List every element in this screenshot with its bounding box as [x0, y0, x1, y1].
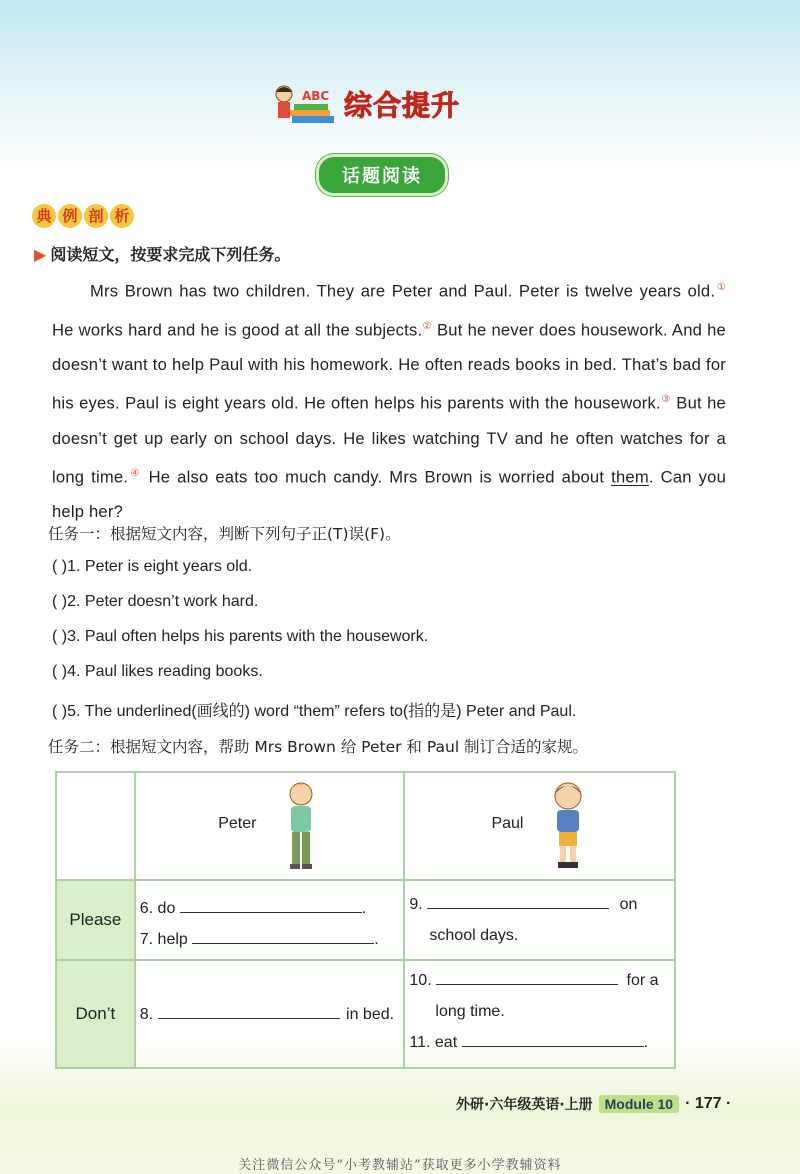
- underlined-word: them: [611, 467, 649, 487]
- q9-label: 9.: [409, 896, 423, 913]
- question-item: ( )4. Paul likes reading books.: [52, 663, 263, 680]
- passage-text: But he never does housework. And he doesn’t want to help Paul with his homework. He often reads books in bed. That’s bad for his eyes. Paul is eight years old. He often helps his parents with the housework.: [52, 320, 726, 413]
- q11-blank[interactable]: [462, 1032, 644, 1047]
- q11-label: 11. eat: [409, 1034, 458, 1051]
- marker-4: ④: [128, 467, 142, 479]
- paul-illustration: [548, 780, 588, 872]
- q9-blank[interactable]: [427, 894, 609, 909]
- please-paul-cell: [404, 880, 675, 960]
- dont-row-label: Don’t: [56, 960, 135, 1068]
- example-badge: [32, 204, 134, 228]
- q8-label: 8.: [139, 1006, 154, 1023]
- house-rules-table: [55, 771, 676, 1069]
- watermark: 关注微信公众号“小考教辅站”获取更多小学教辅资料: [238, 1158, 562, 1173]
- please-row-label: Please: [56, 880, 135, 960]
- q8-blank[interactable]: [158, 1004, 340, 1019]
- question-item: ( )3. Paul often helps his parents with the housework.: [52, 628, 429, 645]
- reading-passage: [52, 270, 726, 529]
- please-peter-cell: 6. do . 7. help .: [135, 880, 405, 960]
- logo-abc: ABC: [302, 89, 330, 103]
- corner-cell: [56, 772, 135, 880]
- passage-text: . Can you help her?: [52, 467, 727, 522]
- kid-with-books-icon: [272, 82, 338, 126]
- q9-tail: on: [619, 896, 638, 913]
- example-char: 例: [58, 204, 82, 228]
- q8-tail: in bed.: [346, 1006, 395, 1023]
- question-item: ( )1. Peter is eight years old.: [52, 558, 253, 575]
- page-footer: [456, 1094, 731, 1114]
- q9-line2: school days.: [429, 927, 519, 944]
- dont-peter-cell: [135, 960, 405, 1068]
- q7-blank[interactable]: [192, 929, 374, 944]
- paul-label: Paul: [491, 815, 524, 833]
- passage-text: But he doesn’t get up early on school days. He likes watching TV and he often watches for a long time.: [52, 393, 726, 487]
- passage-text: He works hard and he is good at all the subjects.: [52, 320, 423, 340]
- marker-2: ②: [422, 320, 432, 332]
- peter-header: [135, 772, 405, 880]
- section-label: 话题阅读: [316, 154, 448, 196]
- task1-title: 任务一：根据短文内容，判断下列句子正(T)误(F)。: [48, 525, 401, 543]
- example-char: 典: [32, 204, 56, 228]
- marker-3: ③: [660, 394, 671, 406]
- q10-label: 10.: [409, 972, 432, 989]
- passage-text: He also eats too much candy. Mrs Brown is worried about: [141, 467, 612, 487]
- peter-illustration: [281, 780, 321, 872]
- passage-text: Mrs Brown has two children. They are Peter and Paul. Peter is twelve years old.: [90, 281, 716, 301]
- question-item: ( )5. The underlined(画线的) word “them” refers to(指的是) Peter and Paul.: [52, 703, 577, 720]
- book-title: 外研·六年级英语·上册: [456, 1097, 593, 1113]
- chapter-title: 综合提升: [344, 89, 461, 122]
- chapter-header: [272, 82, 460, 126]
- q10-blank[interactable]: [436, 970, 618, 985]
- instruction-text: 阅读短文，按要求完成下列任务。: [50, 245, 291, 264]
- example-char: 析: [110, 204, 134, 228]
- instruction: [34, 242, 290, 265]
- task2-title: 任务二：根据短文内容，帮助 Mrs Brown 给 Peter 和 Paul 制订合适的家规。: [48, 738, 589, 756]
- q6-label: 6. do: [139, 900, 176, 917]
- q7-label: 7. help: [139, 931, 188, 948]
- peter-label: Peter: [218, 815, 257, 833]
- q10-tail: for a: [626, 972, 659, 989]
- question-item: ( )2. Peter doesn’t work hard.: [52, 593, 259, 610]
- q6-blank[interactable]: [180, 898, 362, 913]
- module-badge: Module 10: [599, 1095, 679, 1113]
- marker-1: ①: [715, 282, 727, 293]
- q10-line2: long time.: [435, 1003, 505, 1020]
- page-number: · 177 ·: [685, 1095, 732, 1112]
- paul-header: [404, 772, 675, 880]
- example-char: 剖: [84, 204, 108, 228]
- dont-paul-cell: 10. for a long time. 11. eat .: [404, 960, 675, 1068]
- triangle-arrow-icon: ▶: [34, 245, 47, 264]
